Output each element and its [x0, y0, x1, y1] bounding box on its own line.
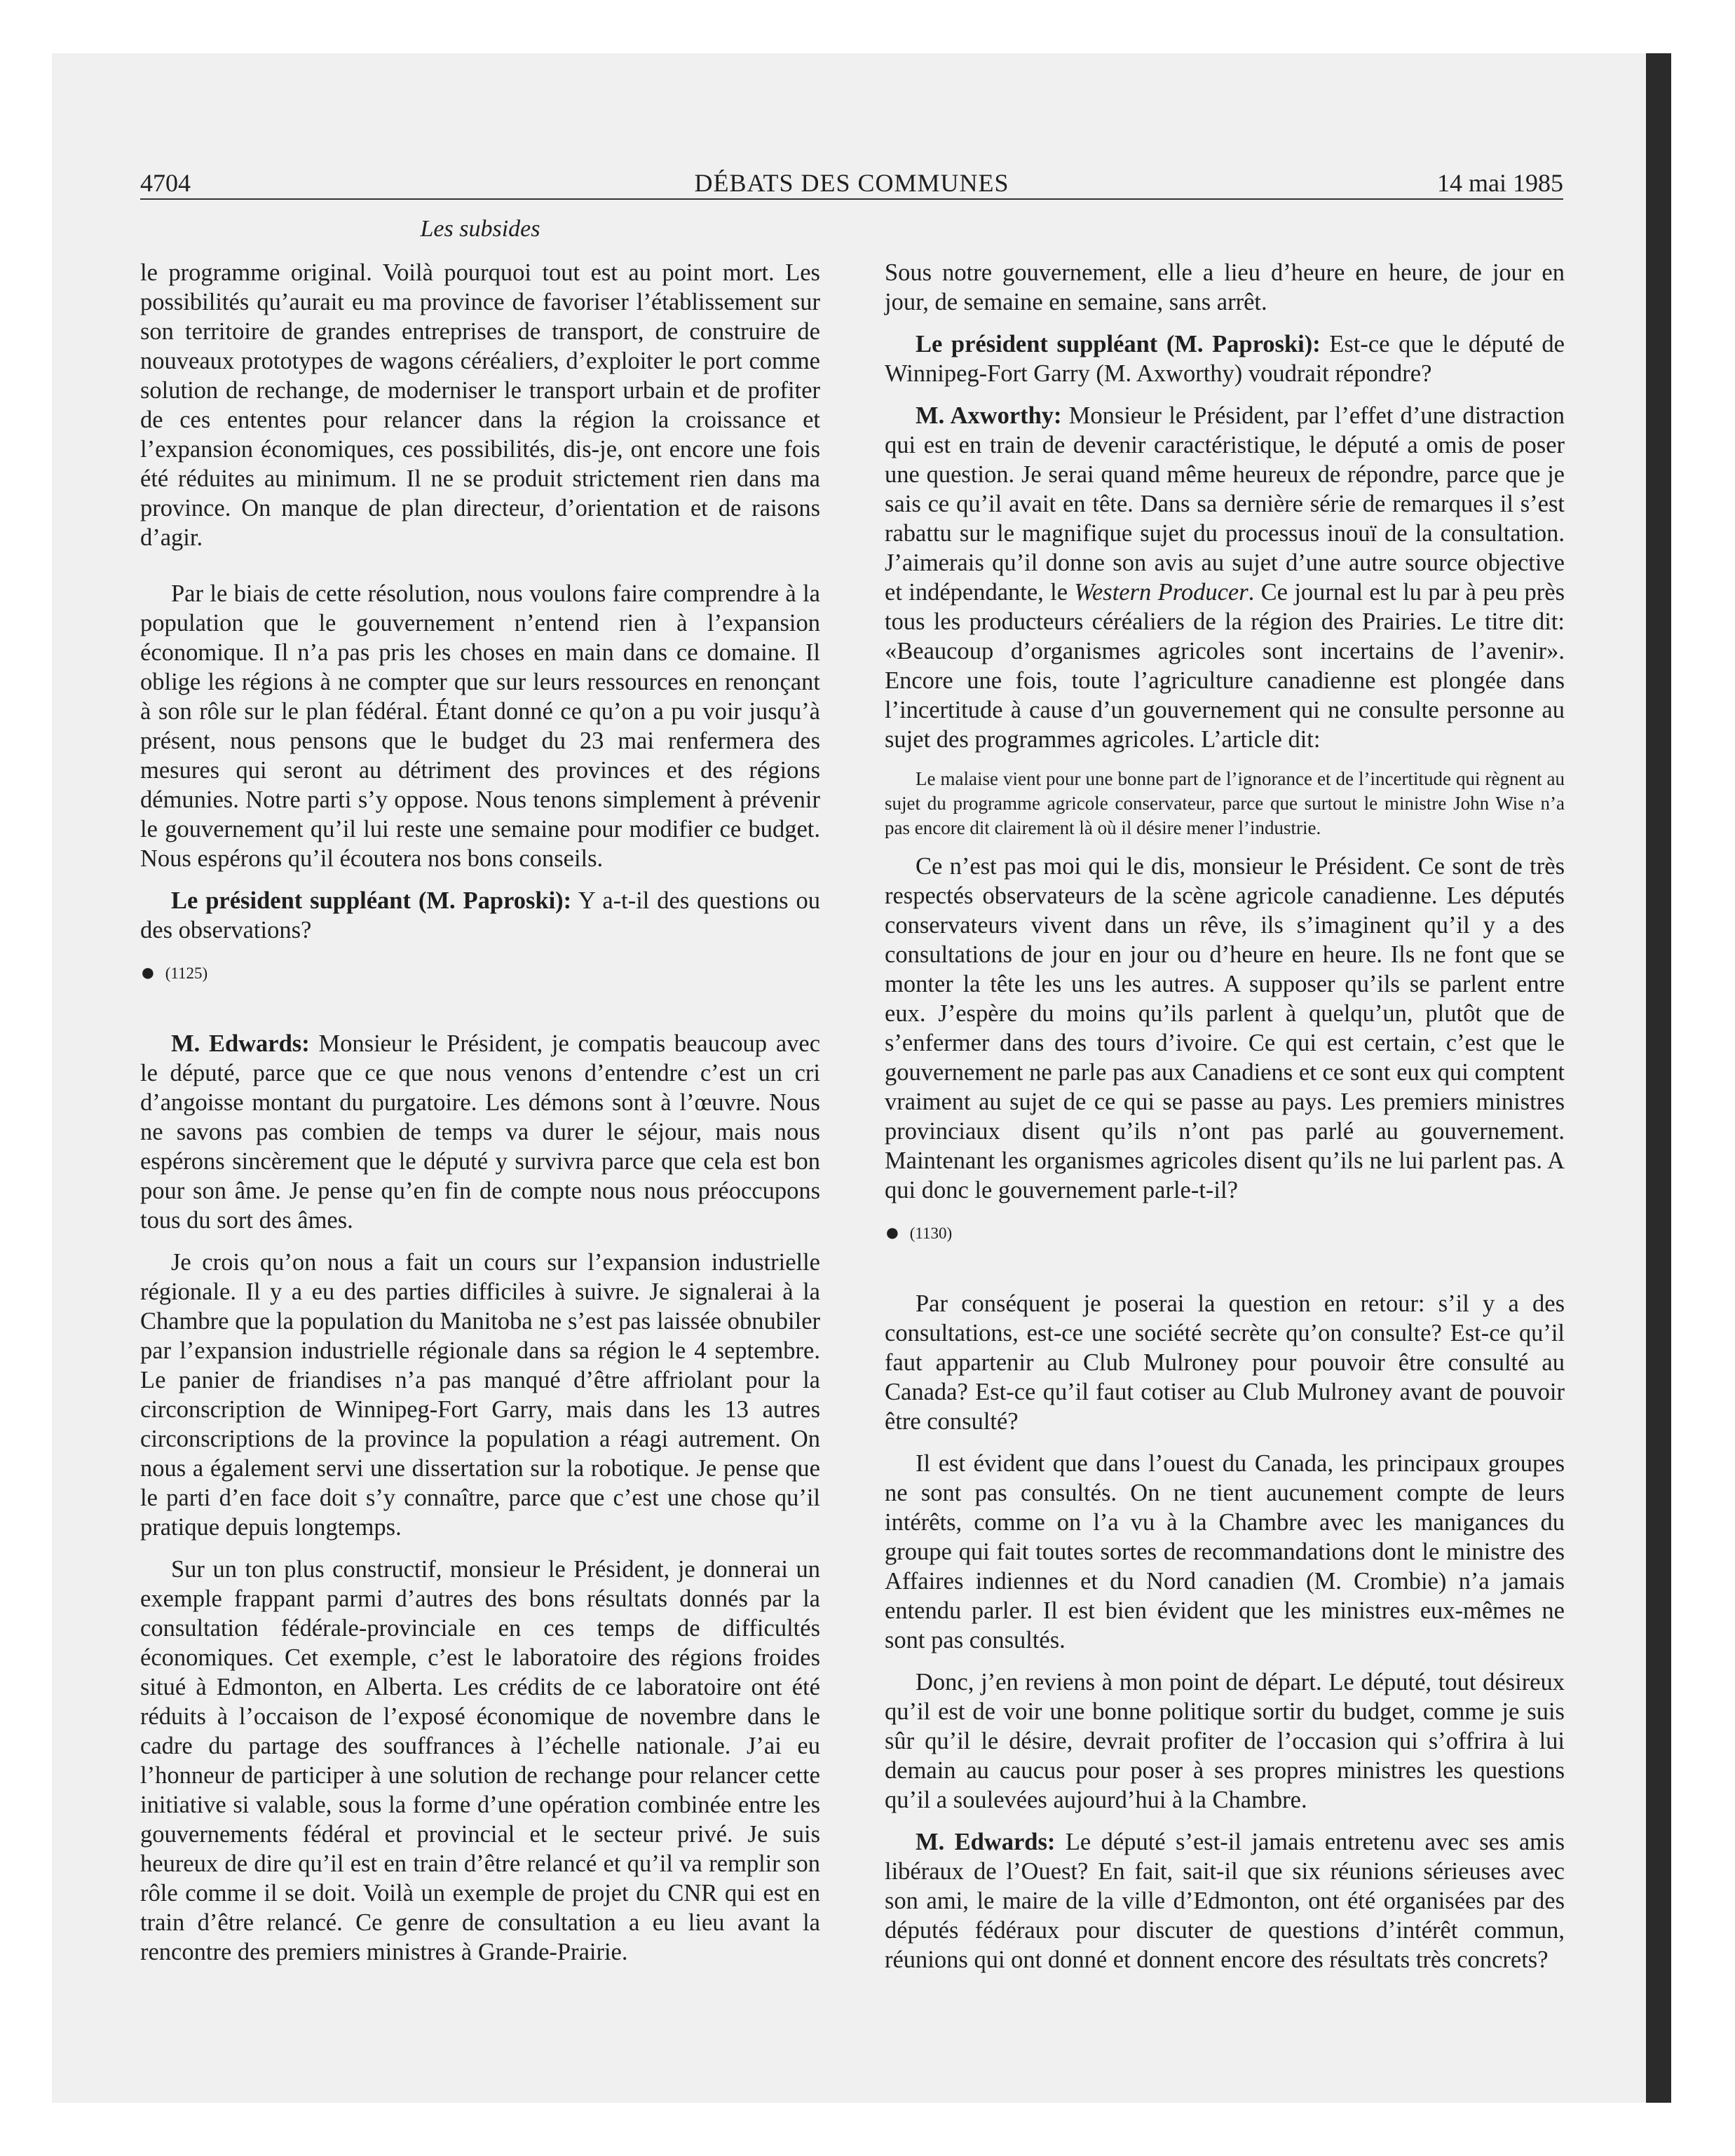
paragraph: Sous notre gouvernement, elle a lieu d’heure en heure, de jour en jour, de semaine en semaine, sans arrêt.	[885, 259, 1565, 315]
speaker-name: M. Axworthy:	[916, 402, 1062, 429]
paragraph: le programme original. Voilà pourquoi tout est au point mort. Les possibilités qu’aurait eu ma province de favoriser l’établissement sur son territoire de grandes entreprises de transport, de construire de nouveaux prototypes de wagons céréaliers, d’exploiter le port comme solution de rechange, de moderniser le transport urbain et de profiter de ces ententes pour relancer dans la région la croissance et l’expansion économiques, ces possibilités, dis-je, ont encore une fois été réduites au minimum. Il ne se produit strictement rien dans ma province. On manque de plan directeur, d’orientation et de raisons d’agir.	[140, 259, 820, 551]
bullet-icon: ●	[140, 958, 156, 986]
paragraph: Par le biais de cette résolution, nous voulons faire comprendre à la population que le gouvernement n’entend rien à l’expansion économique. Il n’a pas pris les choses en main dans ce domaine. Il oblige les régions à ne compter que sur leurs ressources en renonçant à son rôle sur le plan fédéral. Étant donné ce qu’on a pu voir jusqu’à présent, nous pensons que le budget du 23 mai renfermera des mesures qui seront au détriment des provinces et des régions démunies. Notre parti s’y oppose. Nous tenons simplement à prévenir le gouvernement qu’il lui reste une semaine pour modifier ce budget. Nous espérons qu’il écoutera nos bons conseils.	[140, 580, 820, 872]
speech-paragraph	[885, 329, 1565, 388]
speaker-name: Le président suppléant (M. Paproski):	[916, 331, 1321, 357]
block-quote: Le malaise vient pour une bonne part de l’ignorance et de l’incertitude qui règnent au sujet du programme agricole conservateur, parce que surtout le ministre John Wise n’a pas encore dit clairement là où il désire mener l’industrie.	[885, 768, 1565, 838]
header-rule	[140, 198, 1563, 200]
speech-paragraph	[885, 401, 1565, 754]
page-header	[140, 165, 1563, 200]
time-marker	[140, 957, 820, 988]
speech-text: Monsieur le Président, par l’effet d’une distraction qui est en train de devenir caractéristique, le député a omis de poser une question. Je serai quand même heureux de répondre, parce que je sais ce qu’il avait en tête. Dans sa dernière série de remarques il s’est rabattu sur le magnifique sujet du processus inouï de la consultation. J’aimerais qu’il donne son avis au sujet d’une autre source objective et indépendante, le	[885, 402, 1565, 606]
time-marker	[885, 1217, 1565, 1248]
speaker-name: Le président suppléant (M. Paproski):	[171, 887, 572, 914]
publication-title: DÉBATS DES COMMUNES	[694, 169, 1009, 197]
paragraph: Je crois qu’on nous a fait un cours sur l’expansion industrielle régionale. Il y a eu des parties difficiles à suivre. Je signalerai à la Chambre que la population du Manitoba ne s’est pas laissée obnubiler par l’expansion industrielle régionale dans sa région le 4 septembre. Le panier de friandises n’a pas manqué d’être affriolant pour la circonscription de Winnipeg-Fort Garry, mais dans les 13 autres circonscriptions de la province la population a réagi autrement. On nous a également servi une dissertation sur la robotique. Je pense que le parti d’en face doit s’y connaître, parce que c’est une chose qu’il pratique depuis longtemps.	[140, 1249, 820, 1541]
speech-paragraph	[140, 1029, 820, 1235]
running-title: Les subsides	[420, 216, 540, 242]
paragraph: Par conséquent je poserai la question en retour: s’il y a des consultations, est-ce une société secrète qu’on consulte? Est-ce qu’il faut appartenir au Club Mulroney pour pouvoir être consulté au Canada? Est-ce qu’il faut cotiser au Club Mulroney avant de pouvoir être consulté?	[885, 1290, 1565, 1435]
speaker-name: M. Edwards:	[916, 1829, 1056, 1855]
paragraph: Ce n’est pas moi qui le dis, monsieur le Président. Ce sont de très respectés observateurs de la scène agricole canadienne. Les députés conservateurs vivent dans un rêve, ils s’imaginent qu’il y a des consultations de jour en jour ou d’heure en heure. Ils ne font que se monter la tête les uns les autres. A supposer qu’ils se parlent entre eux. J’espère du moins qu’ils parlent à quelqu’un, plutôt que de s’enfermer dans des tours d’ivoire. Ce qui est certain, c’est que le gouvernement ne parle pas aux Canadiens et ce sont eux qui comptent vraiment au sujet de ce qui se passe au pays. Les premiers ministres provinciaux disent qu’ils n’ont pas parlé au gouvernement. Maintenant les organismes agricoles disent qu’ils ne lui parlent pas. A qui donc le gouvernement parle-t-il?	[885, 853, 1565, 1203]
speech-text: Le député s’est-il jamais entretenu avec ses amis libéraux de l’Ouest? En fait, sait-il que six réunions sérieuses avec son ami, le maire de la ville d’Edmonton, ont été organisées par des députés fédéraux pour discuter de questions d’intérêt commun, réunions qui ont donné et donnent encore des résultats très concrets?	[885, 1829, 1565, 1973]
paragraph: Il est évident que dans l’ouest du Canada, les principaux groupes ne sont pas consultés. On ne tient aucunement compte de leurs intérêts, comme on l’a vu à la Chambre avec les manigances du groupe qui fait toutes sortes de recommandations dont le ministre des Affaires indiennes et du Nord canadien (M. Crombie) n’a jamais entendu parler. Il est bien évident que les ministres eux-mêmes ne sont pas consultés.	[885, 1450, 1565, 1653]
left-column	[140, 258, 820, 2080]
speaker-name: M. Edwards:	[171, 1030, 310, 1057]
paragraph: Donc, j’en reviens à mon point de départ. Le député, tout désireux qu’il est de voir une bonne politique sortir du budget, comme je suis sûr qu’il le désire, devrait profiter de l’occasion qui s’offrira à lui demain au caucus pour poser à ses propres ministres les questions qu’il a soulevées aujourd’hui à la Chambre.	[885, 1669, 1565, 1813]
issue-date: 14 mai 1985	[1437, 169, 1563, 197]
scan-binding-edge	[1646, 53, 1671, 2103]
speech-text: Y a-t-il des questions ou des observations?	[140, 887, 820, 943]
page-number: 4704	[140, 169, 191, 197]
bullet-icon: ●	[885, 1218, 900, 1246]
speech-text: Est-ce que le député de Winnipeg-Fort Garry (M. Axworthy) voudrait répondre?	[885, 331, 1565, 387]
time-marker-label: (1125)	[165, 964, 208, 982]
right-column	[885, 258, 1565, 2080]
speech-paragraph	[885, 1827, 1565, 1974]
speech-paragraph	[140, 886, 820, 945]
newspaper-title: Western Producer	[1074, 579, 1248, 606]
paragraph: Sur un ton plus constructif, monsieur le Président, je donnerai un exemple frappant parmi d’autres des bons résultats donnés par la consultation fédérale-provinciale en ces temps de difficultés économiques. Cet exemple, c’est le laboratoire des régions froides situé à Edmonton, en Alberta. Les crédits de ce laboratoire ont été réduits à l’occaison de l’exposé économique de novembre dans le cadre du partage des souffrances à l’échelle nationale. J’ai eu l’honneur de participer à une solution de rechange pour relancer cette initiative si valable, sous la forme d’une opération combinée entre les gouvernements fédéral et provincial et le secteur privé. Je suis heureux de dire qu’il est en train d’être relancé et qu’il va remplir son rôle comme il se doit. Voilà un exemple de projet du CNR qui est en train d’être relancé. Ce genre de consultation a eu lieu avant la rencontre des premiers ministres à Grande-Prairie.	[140, 1556, 820, 1965]
speech-text: . Ce journal est lu par à peu près tous les producteurs céréaliers de la région des Prairies. Le titre dit: «Beaucoup d’organismes agricoles sont incertains de l’avenir». Encore une fois, toute l’agriculture canadienne est plongée dans l’incertitude à cause d’un gouvernement qui ne consulte personne au sujet des programmes agricoles. L’article dit:	[885, 579, 1565, 753]
speech-text: Monsieur le Président, je compatis beaucoup avec le député, parce que ce que nous venons d’entendre c’est un cri d’angoisse montant du purgatoire. Les démons sont à l’œuvre. Nous ne savons pas combien de temps va durer le séjour, mais nous espérons sincèrement que le député y survivra parce que cela est bon pour son âme. Je pense qu’en fin de compte nous nous préoccupons tous du sort des âmes.	[140, 1030, 821, 1234]
time-marker-label: (1130)	[909, 1224, 953, 1242]
